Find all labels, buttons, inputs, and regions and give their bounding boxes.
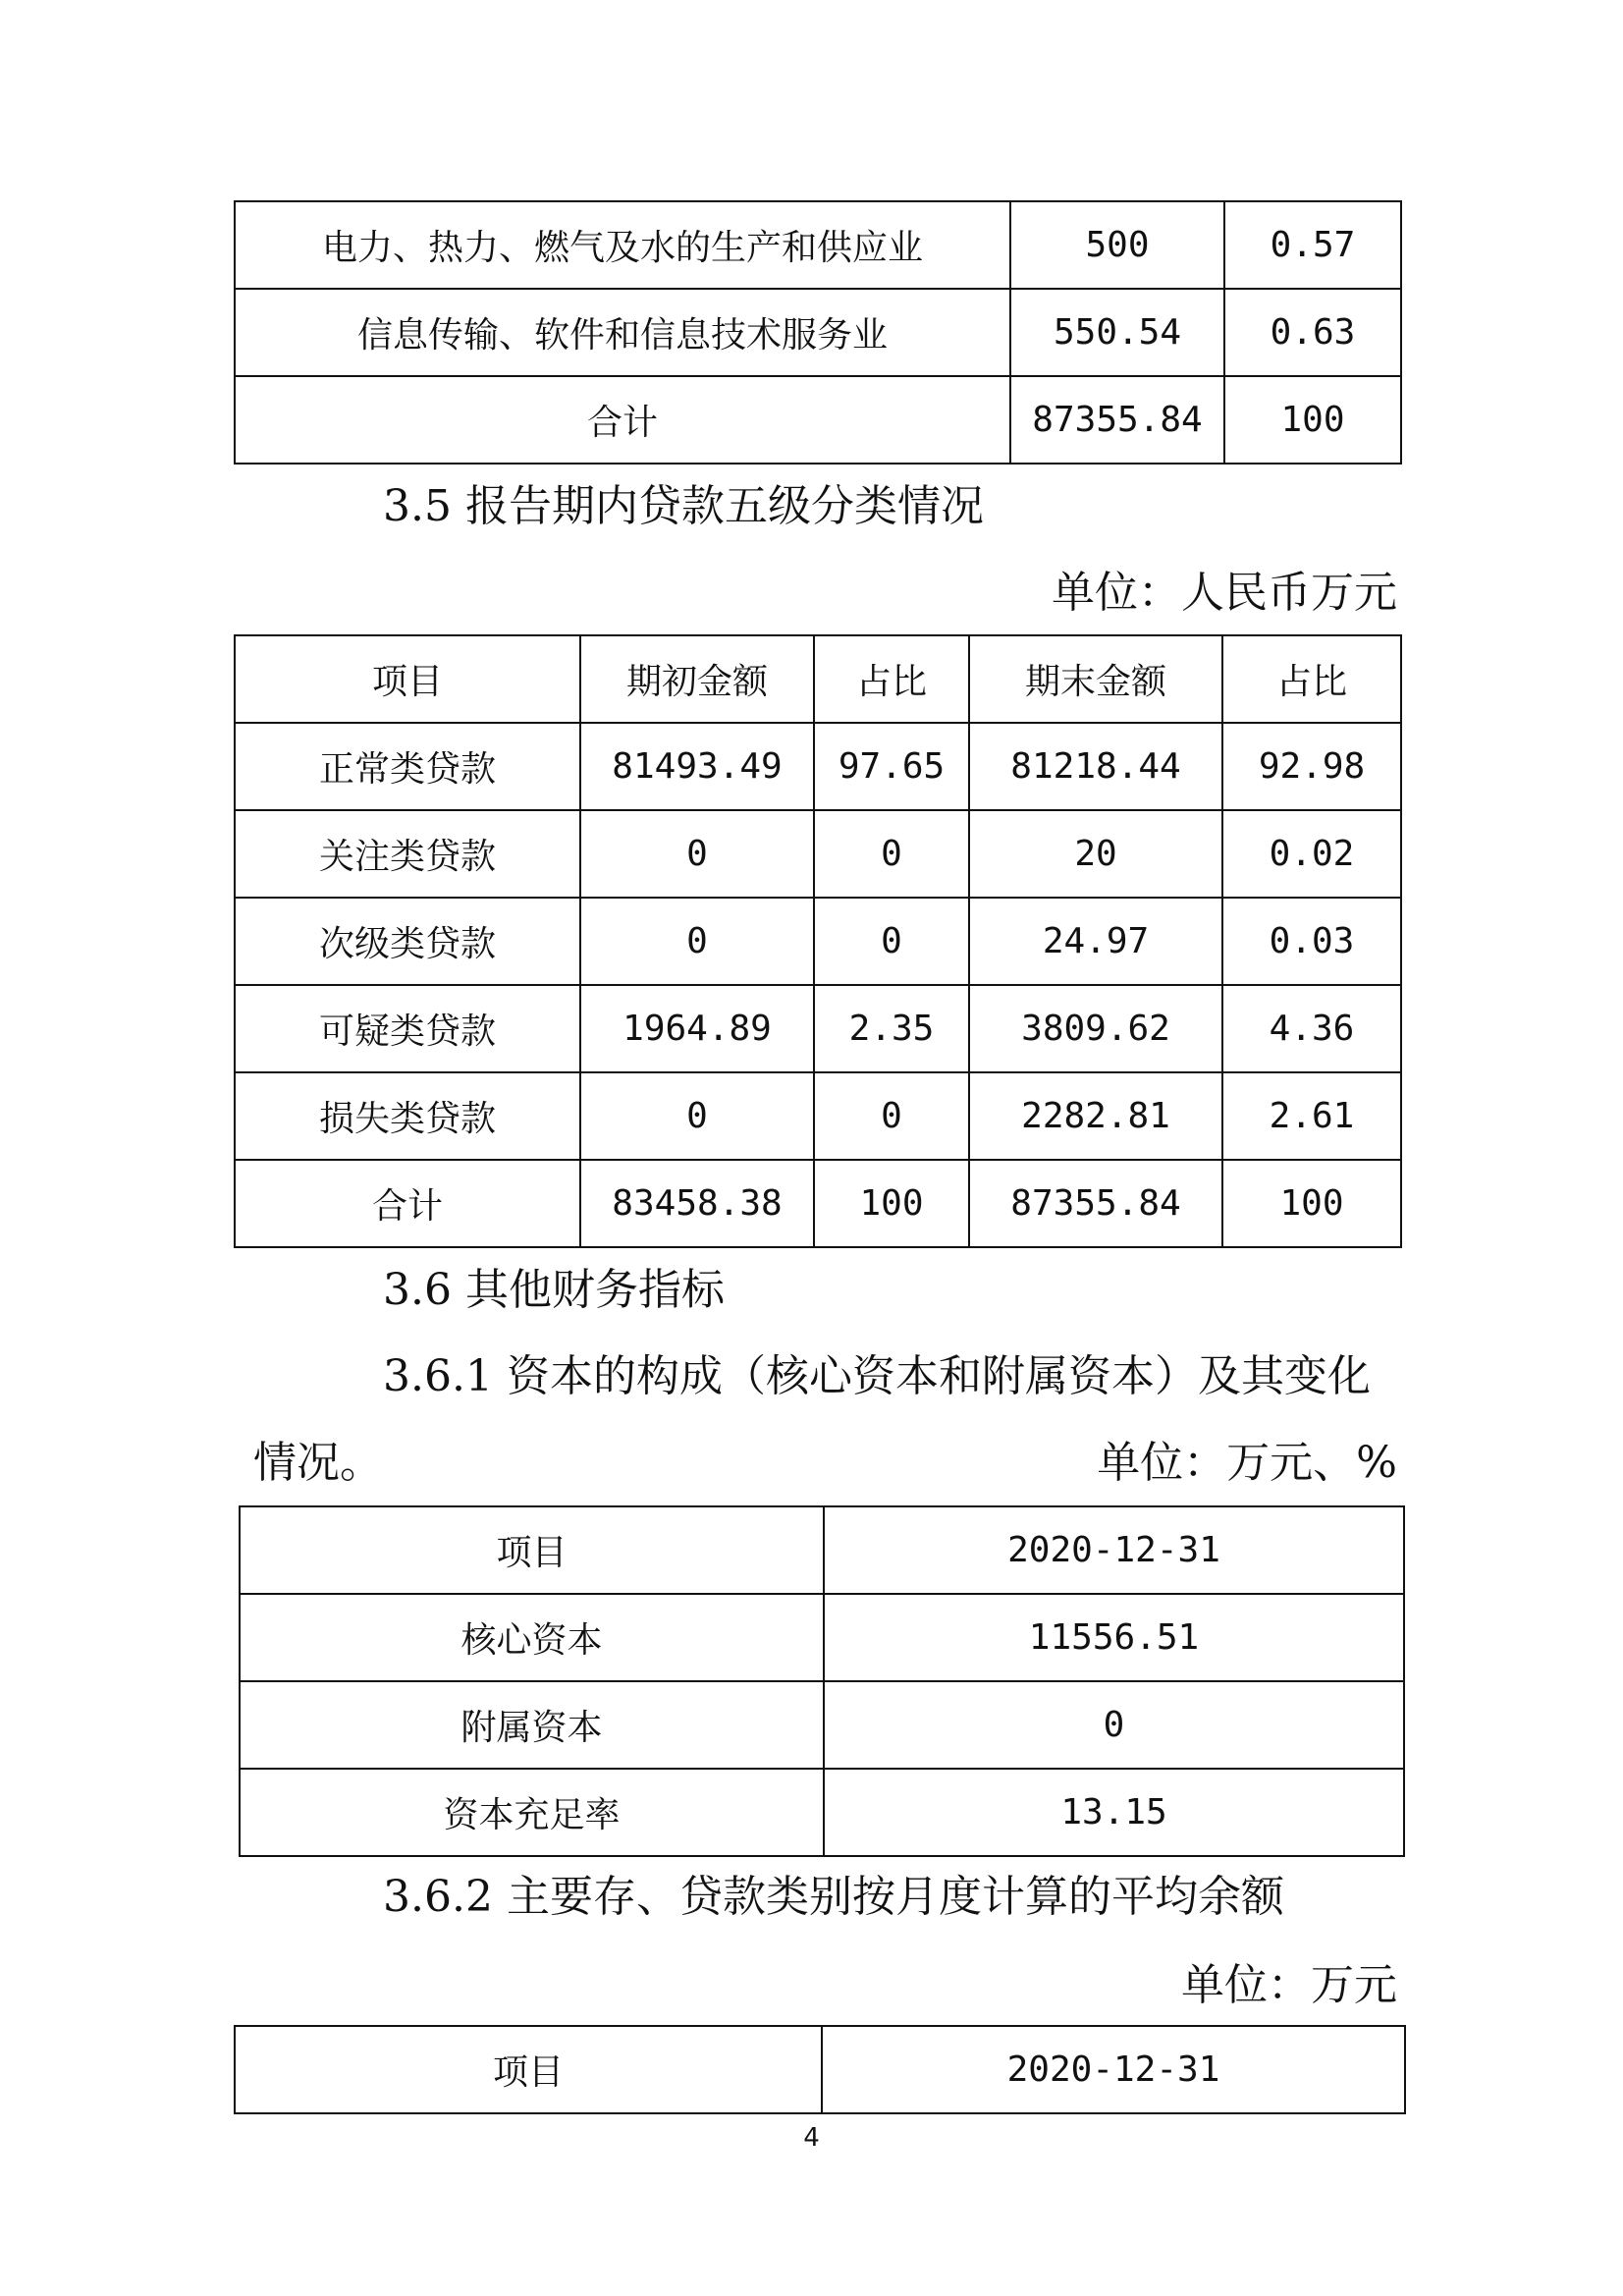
capital-item: 核心资本 xyxy=(240,1594,824,1681)
table-row xyxy=(235,985,1401,1072)
capital-composition-table xyxy=(239,1505,1405,1857)
closing-amount: 20 xyxy=(969,810,1222,898)
closing-ratio: 92.98 xyxy=(1222,723,1401,810)
table-header-row xyxy=(235,2026,1405,2113)
opening-amount: 0 xyxy=(580,810,814,898)
loan-category: 损失类贷款 xyxy=(235,1072,580,1160)
closing-amount: 3809.62 xyxy=(969,985,1222,1072)
header-item: 项目 xyxy=(240,1506,824,1594)
opening-ratio: 0 xyxy=(814,898,969,985)
opening-ratio: 97.65 xyxy=(814,723,969,810)
loan-category: 合计 xyxy=(235,1160,580,1247)
closing-ratio: 2.61 xyxy=(1222,1072,1401,1160)
closing-amount: 24.97 xyxy=(969,898,1222,985)
industry-ratio: 100 xyxy=(1224,376,1401,464)
table-row xyxy=(240,1594,1404,1681)
section-3-5-unit: 单位：人民币万元 xyxy=(1052,568,1397,618)
header-item: 项目 xyxy=(235,635,580,723)
table-row xyxy=(235,201,1401,289)
opening-ratio: 100 xyxy=(814,1160,969,1247)
header-closing-ratio: 占比 xyxy=(1222,635,1401,723)
section-3-6-2-unit: 单位：万元 xyxy=(1181,1960,1397,2010)
table-row xyxy=(240,1769,1404,1856)
table-row xyxy=(240,1681,1404,1769)
capital-item: 资本充足率 xyxy=(240,1769,824,1856)
opening-amount: 83458.38 xyxy=(580,1160,814,1247)
table-row xyxy=(235,810,1401,898)
capital-value: 13.15 xyxy=(824,1769,1404,1856)
capital-value: 0 xyxy=(824,1681,1404,1769)
loan-category: 次级类贷款 xyxy=(235,898,580,985)
closing-ratio: 0.03 xyxy=(1222,898,1401,985)
capital-value: 11556.51 xyxy=(824,1594,1404,1681)
industry-amount: 500 xyxy=(1010,201,1224,289)
industry-name: 合计 xyxy=(235,376,1010,464)
section-3-6-1-unit: 单位：万元、% xyxy=(1097,1438,1397,1488)
section-3-6-1-heading: 3.6.1 资本的构成（核心资本和附属资本）及其变化 xyxy=(383,1351,1371,1401)
industry-amount: 87355.84 xyxy=(1010,376,1224,464)
table-row xyxy=(235,376,1401,464)
industry-loan-table xyxy=(234,200,1402,465)
table-total-row xyxy=(235,1160,1401,1247)
opening-ratio: 0 xyxy=(814,1072,969,1160)
industry-ratio: 0.57 xyxy=(1224,201,1401,289)
header-opening-amount: 期初金额 xyxy=(580,635,814,723)
loan-category: 关注类贷款 xyxy=(235,810,580,898)
opening-amount: 81493.49 xyxy=(580,723,814,810)
industry-name: 信息传输、软件和信息技术服务业 xyxy=(235,289,1010,376)
table-row xyxy=(235,723,1401,810)
average-balance-table xyxy=(234,2025,1406,2114)
closing-ratio: 0.02 xyxy=(1222,810,1401,898)
loan-category: 可疑类贷款 xyxy=(235,985,580,1072)
table-row xyxy=(235,289,1401,376)
opening-ratio: 2.35 xyxy=(814,985,969,1072)
loan-category: 正常类贷款 xyxy=(235,723,580,810)
header-date: 2020-12-31 xyxy=(824,1506,1404,1594)
opening-amount: 0 xyxy=(580,898,814,985)
table-header-row xyxy=(235,635,1401,723)
header-date: 2020-12-31 xyxy=(822,2026,1405,2113)
closing-amount: 81218.44 xyxy=(969,723,1222,810)
header-opening-ratio: 占比 xyxy=(814,635,969,723)
section-3-6-2-heading: 3.6.2 主要存、贷款类别按月度计算的平均余额 xyxy=(383,1872,1284,1922)
closing-amount: 2282.81 xyxy=(969,1072,1222,1160)
page-number: 4 xyxy=(803,2123,820,2153)
closing-ratio: 100 xyxy=(1222,1160,1401,1247)
closing-ratio: 4.36 xyxy=(1222,985,1401,1072)
industry-amount: 550.54 xyxy=(1010,289,1224,376)
opening-amount: 0 xyxy=(580,1072,814,1160)
industry-ratio: 0.63 xyxy=(1224,289,1401,376)
header-closing-amount: 期末金额 xyxy=(969,635,1222,723)
section-3-6-heading: 3.6 其他财务指标 xyxy=(383,1265,725,1315)
table-header-row xyxy=(240,1506,1404,1594)
opening-ratio: 0 xyxy=(814,810,969,898)
capital-item: 附属资本 xyxy=(240,1681,824,1769)
section-3-6-1-heading-cont: 情况。 xyxy=(253,1438,383,1488)
loan-classification-table xyxy=(234,634,1402,1248)
table-row xyxy=(235,898,1401,985)
section-3-5-heading: 3.5 报告期内贷款五级分类情况 xyxy=(383,481,984,531)
header-item: 项目 xyxy=(235,2026,822,2113)
industry-name: 电力、热力、燃气及水的生产和供应业 xyxy=(235,201,1010,289)
opening-amount: 1964.89 xyxy=(580,985,814,1072)
table-row xyxy=(235,1072,1401,1160)
closing-amount: 87355.84 xyxy=(969,1160,1222,1247)
